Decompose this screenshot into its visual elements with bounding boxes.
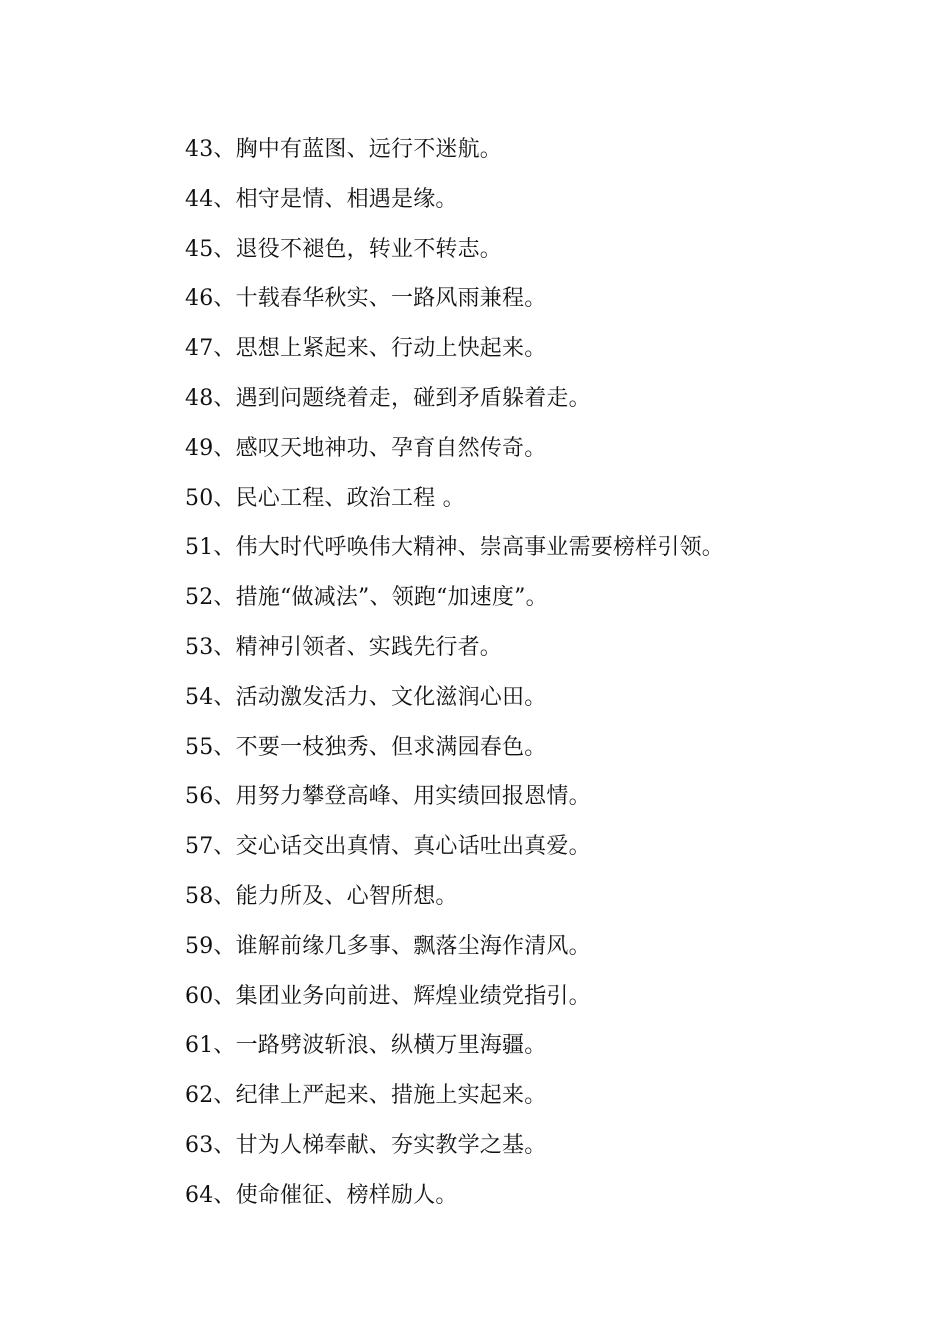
list-item: 55、不要一枝独秀、但求满园春色。 <box>185 734 547 760</box>
list-item: 50、民心工程、政治工程 。 <box>185 485 465 511</box>
list-item: 43、胸中有蓝图、远行不迷航。 <box>185 137 502 162</box>
list-item: 57、交心话交出真情、真心话吐出真爱。 <box>185 834 591 860</box>
list-item: 52、措施“做减法”、领跑“加速度”。 <box>185 585 548 611</box>
list-item: 61、一路劈波斩浪、纵横万里海疆。 <box>185 1033 547 1059</box>
list-item: 51、伟大时代呼唤伟大精神、崇高事业需要榜样引领。 <box>185 535 724 561</box>
list-item: 47、思想上紧起来、行动上快起来。 <box>185 336 547 362</box>
list-item: 44、相守是情、相遇是缘。 <box>185 186 458 212</box>
list-item: 56、用努力攀登高峰、用实绩回报恩情。 <box>185 784 591 810</box>
list-item: 64、使命催征、榜样励人。 <box>185 1182 458 1208</box>
list-item: 63、甘为人梯奉献、夯实教学之基。 <box>185 1132 547 1158</box>
list-item: 46、十载春华秋实、一路风雨兼程。 <box>185 286 547 312</box>
list-item: 59、谁解前缘几多事、飘落尘海作清风。 <box>185 933 591 959</box>
list-item: 60、集团业务向前进、辉煌业绩党指引。 <box>185 983 591 1009</box>
list-item: 48、遇到问题绕着走，碰到矛盾躲着走。 <box>185 385 591 411</box>
list-item: 53、精神引领者、实践先行者。 <box>185 634 502 660</box>
slogan-list <box>185 128 724 1224</box>
list-item: 58、能力所及、心智所想。 <box>185 883 458 909</box>
list-item: 45、退役不褪色，转业不转志。 <box>185 236 502 262</box>
list-item: 54、活动激发活力、文化滋润心田。 <box>185 684 547 710</box>
list-item: 62、纪律上严起来、措施上实起来。 <box>185 1083 547 1109</box>
list-item: 49、感叹天地神功、孕育自然传奇。 <box>185 435 547 461</box>
